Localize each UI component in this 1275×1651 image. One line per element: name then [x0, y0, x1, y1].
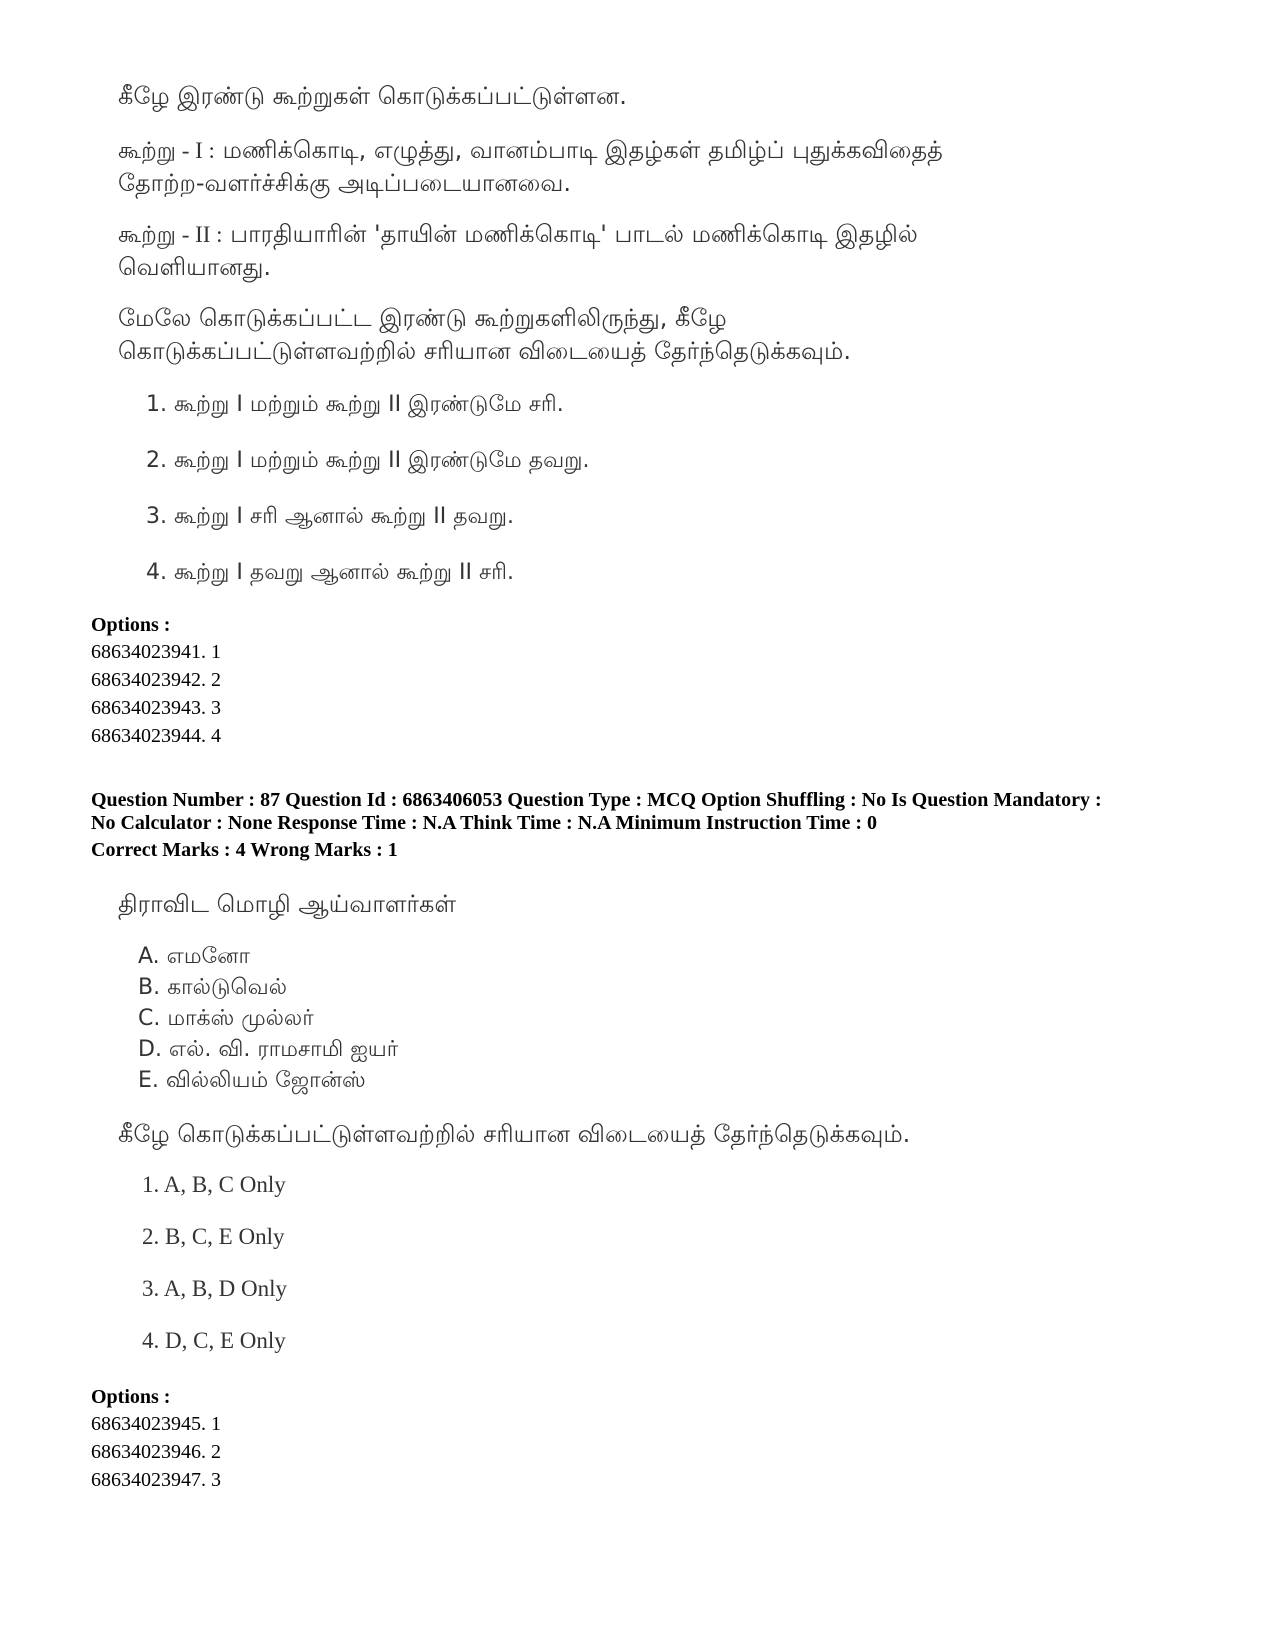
- q87-instruction: கீழே கொடுக்கப்பட்டுள்ளவற்றில் சரியான விடையைத் தேர்ந்தெடுக்கவும்.: [118, 1120, 911, 1148]
- q87-marks: Correct Marks : 4 Wrong Marks : 1: [91, 839, 398, 861]
- q87-item-c: C. மாக்ஸ் முல்லர்: [138, 1006, 314, 1031]
- q87-meta-line-1: Question Number : 87 Question Id : 6863406053 Question Type : MCQ Option Shuffling : No Is Question Mandatory :: [91, 789, 1102, 811]
- q87-item-b: B. கால்டுவெல்: [138, 975, 287, 1000]
- q87-choice-4: 4. D, C, E Only: [142, 1328, 286, 1353]
- q87-options-heading: Options :: [91, 1386, 171, 1408]
- q87-choice-2: 2. B, C, E Only: [142, 1224, 285, 1249]
- q86-statement-2-cont: வெளியானது.: [118, 253, 272, 281]
- q86-statement-2: [118, 218, 918, 251]
- q86-statement-1-cont: தோற்ற-வளர்ச்சிக்கு அடிப்படையானவை.: [118, 169, 571, 197]
- q87-item-a: A. எமனோ: [138, 944, 250, 969]
- q86-choice-1: 1. கூற்று I மற்றும் கூற்று II இரண்டுமே சரி.: [146, 392, 564, 417]
- q86-option-2: 68634023942. 2: [91, 669, 221, 691]
- q87-choice-3: 3. A, B, D Only: [142, 1276, 288, 1301]
- q86-option-3: 68634023943. 3: [91, 697, 221, 719]
- q86-choice-3: 3. கூற்று I சரி ஆனால் கூற்று II தவறு.: [146, 504, 514, 529]
- q87-item-d: D. எல். வி. ராமசாமி ஐயர்: [138, 1037, 399, 1062]
- q87-option-3: 68634023947. 3: [91, 1469, 221, 1491]
- q86-statement-1: [118, 134, 943, 167]
- q86-option-1: 68634023941. 1: [91, 641, 221, 663]
- statement-2-label: கூற்று - II :: [118, 222, 223, 247]
- q86-choice-2: 2. கூற்று I மற்றும் கூற்று II இரண்டுமே தவறு.: [146, 448, 590, 473]
- q87-title: திராவிட மொழி ஆய்வாளர்கள்: [118, 890, 457, 918]
- q86-option-4: 68634023944. 4: [91, 725, 221, 747]
- statement-1-label: கூற்று - I :: [118, 138, 215, 163]
- q86-intro: கீழே இரண்டு கூற்றுகள் கொடுக்கப்பட்டுள்ளன.: [118, 82, 627, 110]
- statement-1-text: மணிக்கொடி, எழுத்து, வானம்பாடி இதழ்கள் தமிழ்ப் புதுக்கவிதைத்: [222, 136, 943, 164]
- q87-meta-line-2: No Calculator : None Response Time : N.A Think Time : N.A Minimum Instruction Time : 0: [91, 812, 877, 834]
- q87-item-e: E. வில்லியம் ஜோன்ஸ்: [138, 1068, 366, 1093]
- q87-option-2: 68634023946. 2: [91, 1441, 221, 1463]
- q86-options-heading: Options :: [91, 614, 171, 636]
- q87-option-1: 68634023945. 1: [91, 1413, 221, 1435]
- q87-choice-1: 1. A, B, C Only: [142, 1172, 286, 1197]
- q86-choice-4: 4. கூற்று I தவறு ஆனால் கூற்று II சரி.: [146, 560, 514, 585]
- statement-2-text: பாரதியாரின் 'தாயின் மணிக்கொடி' பாடல் மணிக்கொடி இதழில்: [230, 220, 918, 248]
- q86-instruction-cont: கொடுக்கப்பட்டுள்ளவற்றில் சரியான விடையைத் தேர்ந்தெடுக்கவும்.: [118, 337, 851, 365]
- q86-instruction: மேலே கொடுக்கப்பட்ட இரண்டு கூற்றுகளிலிருந்து, கீழே: [118, 304, 727, 332]
